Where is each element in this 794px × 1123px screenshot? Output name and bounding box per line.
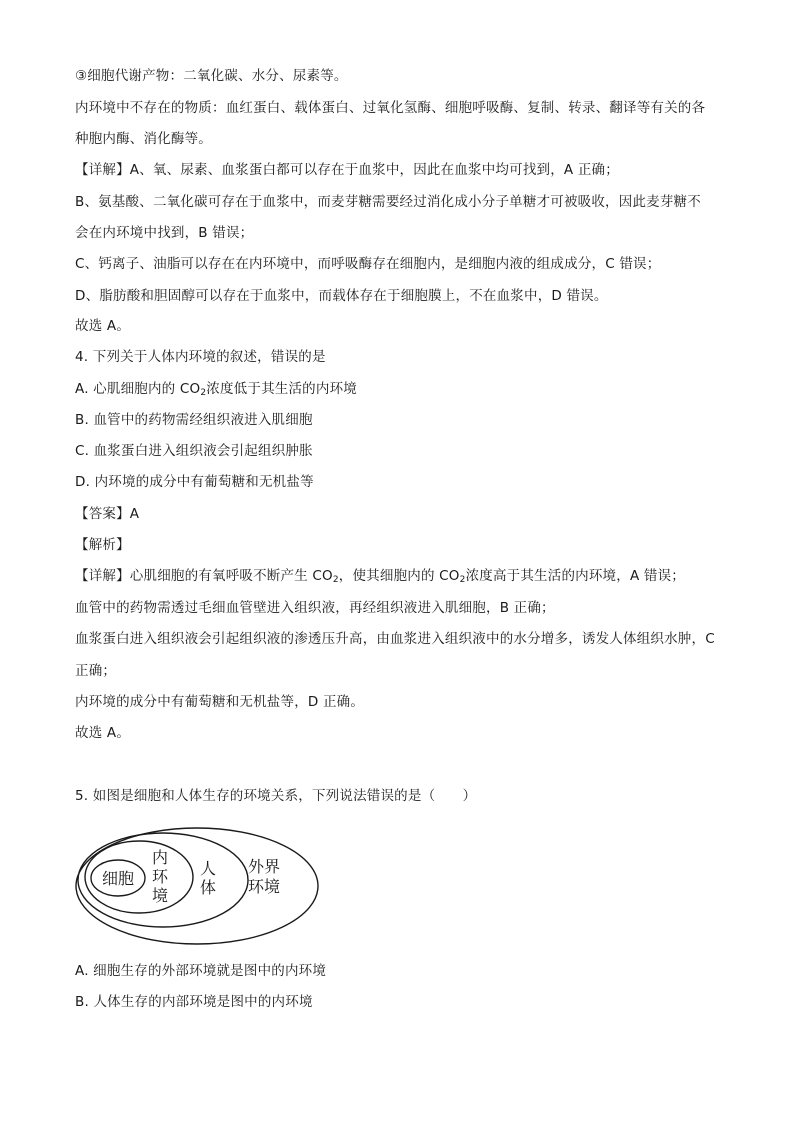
subscript: 2 xyxy=(200,388,207,398)
text-line: 【详解】A、氧、尿素、血浆蛋白都可以存在于血浆中，因此在血浆中均可找到，A 正确； xyxy=(75,162,619,178)
q4-detail-line xyxy=(75,566,685,586)
body-label: 人 xyxy=(200,859,217,878)
q4-detail-post: 浓度高于其生活的内环境，A 错误； xyxy=(465,568,685,584)
cell-label: 细胞 xyxy=(102,869,135,888)
inner-environment-label: 内 xyxy=(152,848,169,867)
question-5-stem: 5. 如图是细胞和人体生存的环境关系，下列说法错误的是（ ） xyxy=(75,788,477,804)
q4-detail-mid: ，使其细胞内的 CO xyxy=(338,568,460,584)
subscript: 2 xyxy=(332,575,339,585)
inner-environment-label: 环 xyxy=(152,867,169,886)
text-line: C、钙离子、油脂可以存在在内环境中，而呼吸酶存在细胞内，是细胞内液的组成成分，C 错误； xyxy=(75,256,661,272)
text-line: 内环境中不存在的物质：血红蛋白、载体蛋白、过氧化氢酶、细胞呼吸酶、复制、转录、翻译等有关的各 xyxy=(75,100,706,116)
subscript: 2 xyxy=(459,575,466,585)
q4-option-a-pre: A. 心肌细胞内的 CO xyxy=(75,381,201,397)
text-line: 会在内环境中找到，B 错误； xyxy=(75,225,254,241)
q4-option-c: C. 血浆蛋白进入组织液会引起组织肿胀 xyxy=(75,443,313,459)
q4-detail-line: 血管中的药物需透过毛细血管壁进入组织液，再经组织液进入肌细胞，B 正确； xyxy=(75,600,555,616)
q4-option-b: B. 血管中的药物需经组织液进入肌细胞 xyxy=(75,412,313,428)
q4-answer: 【答案】A xyxy=(75,506,140,522)
text-line: D、脂肪酸和胆固醇可以存在于血浆中，而载体存在于细胞膜上，不在血浆中，D 错误。 xyxy=(75,288,608,304)
outer-environment-label: 环境 xyxy=(248,877,281,896)
body-label: 体 xyxy=(200,878,217,897)
q5-option-b: B. 人体生存的内部环境是图中的内环境 xyxy=(75,994,313,1010)
q4-option-d: D. 内环境的成分中有葡萄糖和无机盐等 xyxy=(75,474,314,490)
q4-detail-line: 血浆蛋白进入组织液会引起组织液的渗透压升高，由血浆进入组织液中的水分增多，诱发人体组织水肿，C xyxy=(75,631,715,647)
environment-nested-diagram xyxy=(74,826,320,946)
q4-detail-line: 故选 A。 xyxy=(75,725,131,741)
q4-analysis-heading: 【解析】 xyxy=(75,537,130,553)
outer-environment-label: 外界 xyxy=(248,857,281,876)
text-line: B、氨基酸、二氧化碳可存在于血浆中，而麦芽糖需要经过消化成小分子单糖才可被吸收，因此麦芽糖不 xyxy=(75,194,701,210)
q4-detail-line: 内环境的成分中有葡萄糖和无机盐等，D 正确。 xyxy=(75,694,365,710)
q4-option-a-post: 浓度低于其生活的内环境 xyxy=(206,381,357,397)
q4-detail-pre: 【详解】心肌细胞的有氧呼吸不断产生 CO xyxy=(75,568,333,584)
text-line: 种胞内酶、消化酶等。 xyxy=(75,131,212,147)
inner-environment-label: 境 xyxy=(152,886,169,905)
text-line: 故选 A。 xyxy=(75,318,131,334)
q4-detail-line: 正确； xyxy=(75,663,117,679)
question-4-stem: 4. 下列关于人体内环境的叙述，错误的是 xyxy=(75,349,326,365)
text-line: ③细胞代谢产物：二氧化碳、水分、尿素等。 xyxy=(75,68,348,84)
q4-option-a xyxy=(75,379,357,399)
q5-option-a: A. 细胞生存的外部环境就是图中的内环境 xyxy=(75,963,327,979)
